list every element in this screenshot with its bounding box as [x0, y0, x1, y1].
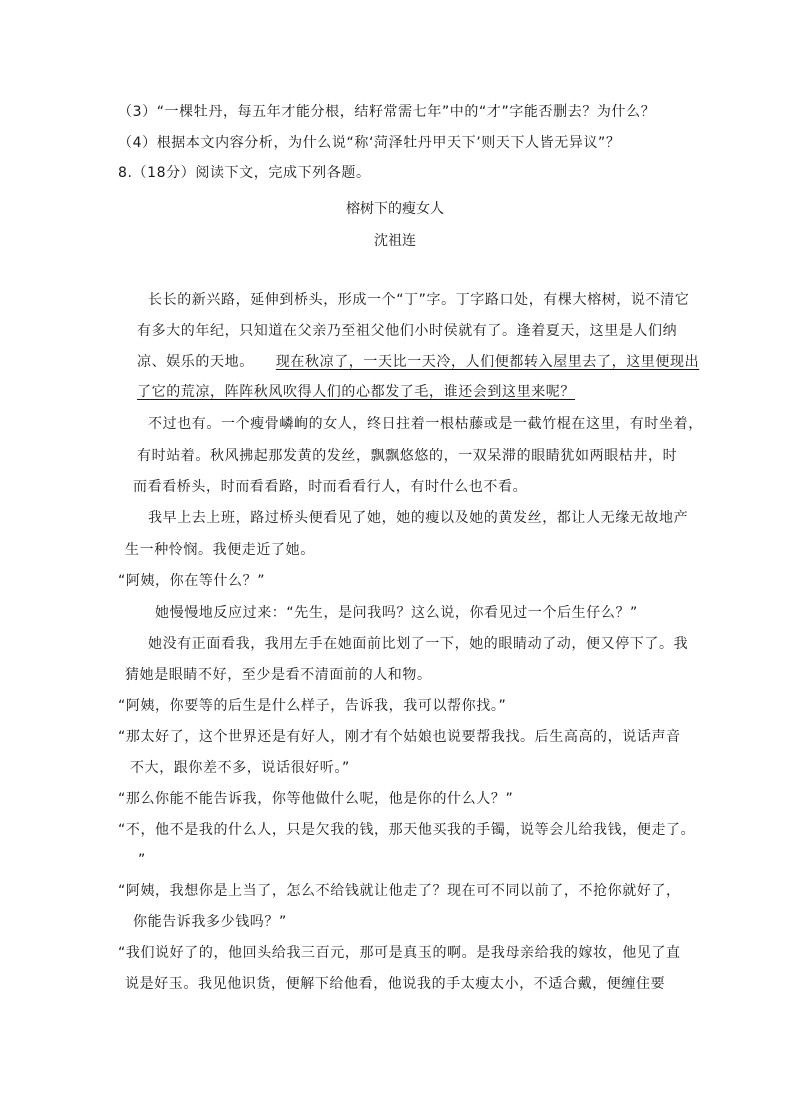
dialogue-2: 她慢慢地反应过来：“先生，是问我吗？这么说，你看见过一个后生仔么？” — [155, 605, 638, 621]
article-author: 沈祖连 — [374, 233, 416, 249]
dialogue-6-line2: ” — [138, 852, 146, 868]
para4-line2: 猜她是眼睛不好，至少是看不清面前的人和物。 — [125, 667, 432, 683]
para1-line1: 长长的新兴路，延伸到桥头，形成一个“丁”字。丁字路口处，有棵大榕树，说不清它 — [148, 292, 690, 308]
question-4: （4）根据本文内容分析，为什么说“称‘菏泽牡丹甲天下’则天下人皆无异议”？ — [118, 135, 621, 151]
dialogue-4-line2: 不大，跟你差不多，说话很好听。” — [130, 760, 350, 776]
para3-line2: 生一种怜悯。我便走近了她。 — [125, 542, 315, 558]
dialogue-7-line1: “阿姨，我想你是上当了，怎么不给钱就让他走了？现在可不同以前了，不抢你就好了， — [118, 883, 681, 899]
question-3: （3）“一棵牡丹，每五年才能分根，结籽常需七年”中的“才”字能否删去？为什么？ — [118, 104, 656, 120]
dialogue-5: “那么你能不能告诉我，你等他做什么呢，他是你的什么人？” — [118, 791, 514, 807]
para2-line2: 有时站着。秋风拂起那发黄的发丝，飘飘悠悠的，一双呆滞的眼睛犹如两眼枯井，时 — [137, 448, 678, 464]
article-title: 榕树下的瘦女人 — [346, 201, 444, 217]
dialogue-3: “阿姨，你要等的后生是什么样子，告诉我，我可以帮你找。” — [118, 698, 507, 714]
para3-line1: 我早上去上班，路过桥头便看见了她，她的瘦以及她的黄发丝，都让人无缘无故地产 — [148, 510, 689, 526]
dialogue-8-line1: “我们说好了的，他回头给我三百元，那可是真玉的啊。是我母亲给我的嫁妆，他见了直 — [118, 945, 681, 961]
dialogue-6-line1: “不，他不是我的什么人，只是欠我的钱，那天他买我的手镯，说等会儿给我钱，便走了。 — [118, 822, 696, 838]
para1-line4: 了它的荒凉，阵阵秋风吹得人们的心都发了毛，谁还会到这里来呢？ — [137, 384, 575, 400]
dialogue-7-line2: 你能告诉我多少钱吗？” — [133, 914, 287, 930]
para4-line1: 她没有正面看我，我用左手在她面前比划了一下，她的眼睛动了动，便又停下了。我 — [148, 636, 689, 652]
dialogue-8-line2: 说是好玉。我见他识货，便解下给他看，他说我的手太瘦太小，不适合戴，便缠住要 — [125, 976, 666, 992]
para1-line3-plain: 凉、娱乐的天地。 — [137, 354, 254, 370]
dialogue-1: “阿姨，你在等什么？” — [118, 573, 266, 589]
question-8-heading: 8.（18分）阅读下文，完成下列各题。 — [118, 165, 371, 181]
para2-line3: 而看看桥头，时而看看路，时而看看行人，有时什么也不看。 — [133, 479, 528, 495]
para1-underlined-sentence: 现在秋凉了，一天比一天冷，人们便都转入屋里去了，这里便现出 — [275, 354, 700, 370]
para1-line3 — [137, 352, 699, 372]
para2-line1: 不过也有。一个瘦骨嶙峋的女人，终日拄着一根枯藤或是一截竹棍在这里，有时坐着， — [148, 416, 703, 432]
para1-line2: 有多大的年纪，只知道在父亲乃至祖父他们小时侯就有了。逢着夏天，这里是人们纳 — [137, 323, 678, 339]
dialogue-4-line1: “那太好了，这个世界还是有好人，刚才有个姑娘也说要帮我找。后生高高的，说话声音 — [118, 729, 681, 745]
